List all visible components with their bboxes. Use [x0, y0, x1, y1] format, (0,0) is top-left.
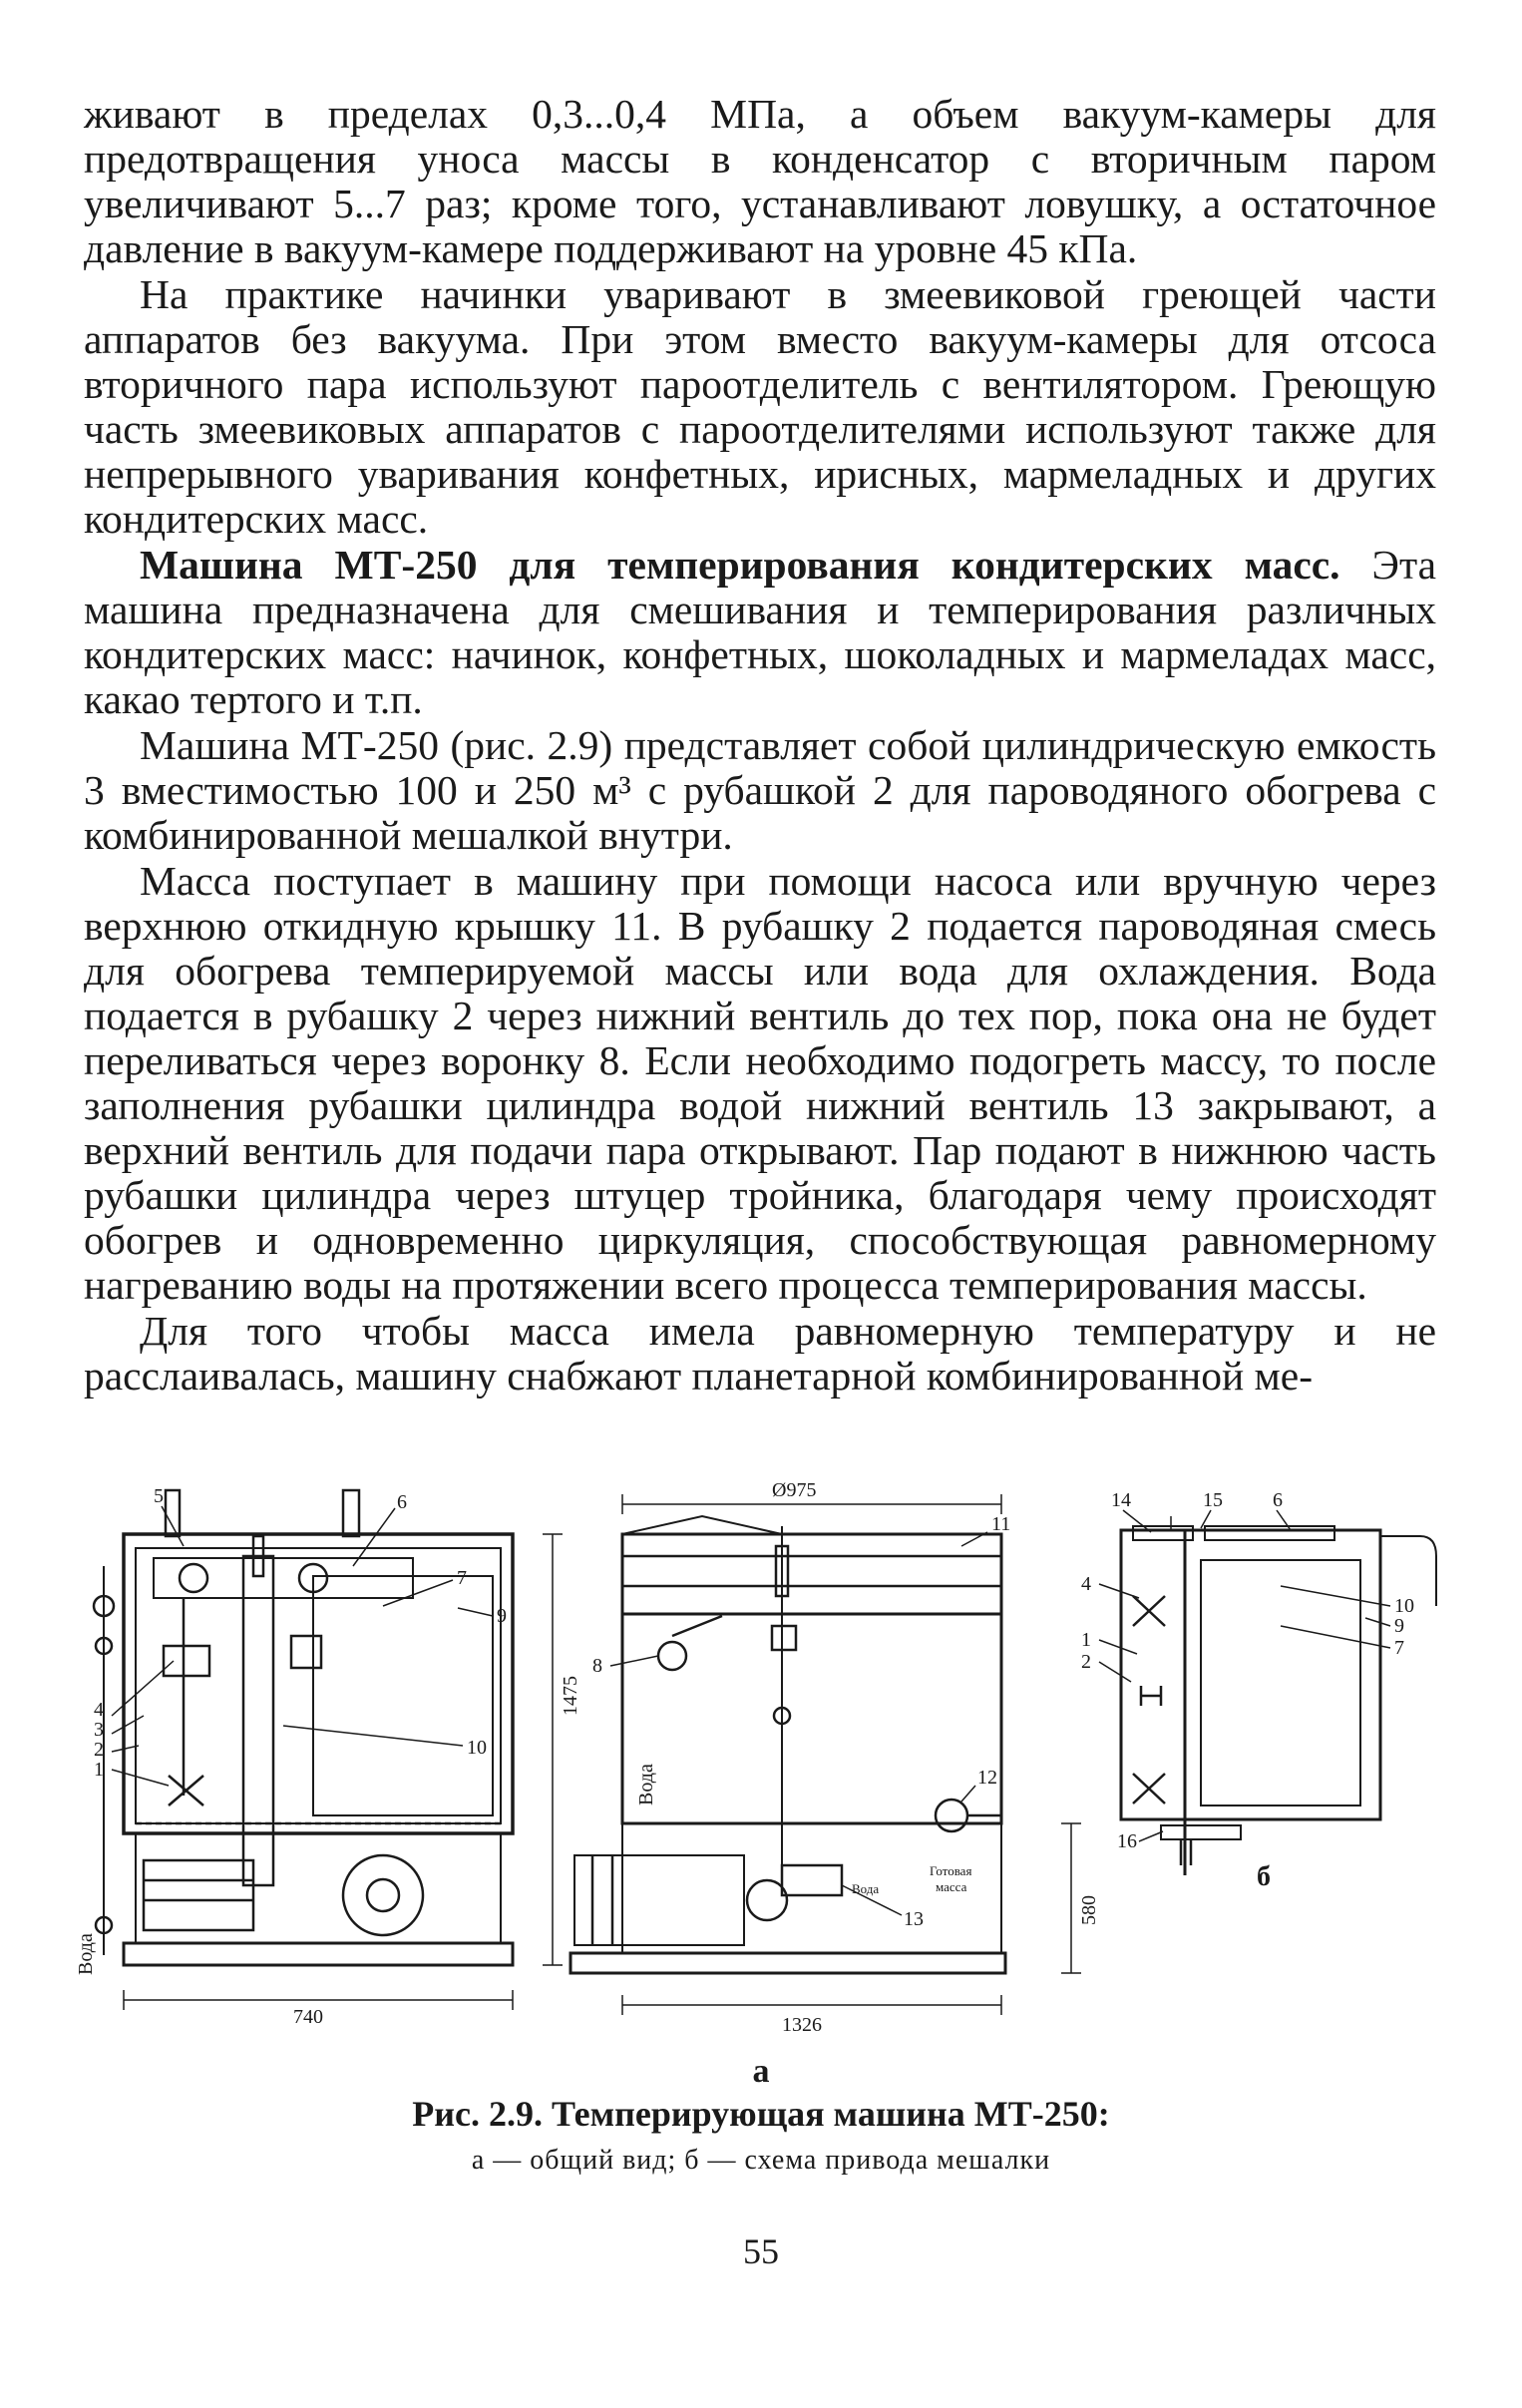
figure-caption-subtitle: а — общий вид; б — схема привода мешалки [471, 2145, 1051, 2176]
right-label-10: 10 [1394, 1595, 1414, 1617]
center-dim-diameter: Ø975 [772, 1479, 817, 1501]
right-label-4: 4 [1081, 1573, 1091, 1595]
product-label-1: Готовая [930, 1863, 972, 1878]
right-label-2: 2 [1081, 1651, 1091, 1673]
center-water-label: Вода [635, 1764, 657, 1806]
right-view [1081, 1489, 1436, 1892]
left-label-2: 2 [94, 1739, 104, 1761]
right-label-16: 16 [1117, 1830, 1137, 1852]
left-label-7: 7 [457, 1567, 467, 1589]
right-label-14: 14 [1111, 1489, 1131, 1511]
center-dim-width: 1326 [782, 2014, 822, 2036]
left-label-5: 5 [154, 1485, 164, 1507]
figure-caption-title: Рис. 2.9. Темперирующая машина МТ-250: [412, 2094, 1110, 2134]
text-body [84, 92, 1436, 1399]
paragraph-5: Масса поступает в машину при помощи насоса или вручную через верхнюю откидную крышку 11. В рубашку 2 подается пароводяная смесь для обогрева темперируемой массы или вода для охлаждения. Вода подается в рубашку 2 через нижний вентиль до тех пор, пока она не будет переливаться через воронку 8. Если необходимо подогреть массу, то после заполнения рубашки цилиндра водой нижний вентиль 13 закрывают, а верхний вентиль для подачи пара открывают. Пар подают в нижнюю часть рубашки цилиндра через штуцер тройника, благодаря чему происходят обогрев и одновременно циркуляция, способствующая равномерному нагреванию воды на протяжении всего процесса темперирования массы. [84, 858, 1436, 1308]
paragraph-6: Для того чтобы масса имела равномерную температуру и не расслаивалась, машину снабжают планетарной комбинированной ме- [84, 1308, 1436, 1399]
right-label-7: 7 [1394, 1637, 1404, 1659]
section-heading: Машина МТ-250 для темперирования кондитерских масс. [140, 542, 1340, 588]
right-label-1: 1 [1081, 1629, 1091, 1651]
left-label-6: 6 [397, 1491, 407, 1513]
center-label-13: 13 [904, 1908, 924, 1930]
center-water-small: Вода [852, 1881, 880, 1896]
paragraph-1: живают в пределах 0,3...0,4 МПа, а объем вакуум-камеры для предотвращения уноса массы в конденсатор с вторичным паром увеличивают 5...7 раз; кроме того, устанавливают ловушку, а остаточное давление в вакуум-камере поддерживают на уровне 45 кПа. [84, 91, 1436, 271]
left-label-9: 9 [497, 1605, 507, 1627]
paragraph-3-text: Эта машина предназначена для смешивания и темперирования различных кондитерских масс: начинок, конфетных, шоколадных и мармеладах масс, какао тертого и т.п. [84, 542, 1437, 722]
product-label-2: масса [936, 1879, 967, 1894]
center-label-11: 11 [991, 1513, 1011, 1535]
center-label-8: 8 [592, 1655, 602, 1677]
paragraph-3 [84, 543, 1436, 722]
page-number: 55 [743, 2231, 779, 2271]
machine-drawing [75, 1479, 1436, 2045]
center-label-12: 12 [977, 1767, 997, 1789]
center-dim-height: 580 [1078, 1895, 1100, 1925]
right-label-15: 15 [1203, 1489, 1223, 1511]
right-label-9: 9 [1394, 1615, 1404, 1637]
center-view [571, 1479, 1100, 2036]
left-dim-height: 1475 [560, 1676, 581, 1716]
left-side-label: Вода [75, 1933, 97, 1975]
figure-sublabel-a: а [752, 2053, 770, 2090]
right-sub-label: б [1257, 1861, 1271, 1892]
left-label-10: 10 [467, 1737, 487, 1759]
left-label-4: 4 [94, 1699, 104, 1721]
left-label-3: 3 [94, 1719, 104, 1741]
paragraph-2: На практике начинки уваривают в змеевиковой греющей части аппаратов без вакуума. При этом вместо вакуум-камеры для отсоса вторичного пара используют пароотделитель с вентилятором. Греющую часть змеевиковых аппаратов с пароотделителями используют также для непрерывного уваривания конфетных, ирисных, мармеладных и других кондитерских масс. [84, 271, 1436, 542]
left-label-1: 1 [94, 1759, 104, 1781]
figure-2-9 [75, 1479, 1436, 2045]
left-dim-width: 740 [293, 2006, 323, 2028]
paragraph-4: Машина МТ-250 (рис. 2.9) представляет собой цилиндрическую емкость 3 вместимостью 100 и 250 м³ с рубашкой 2 для пароводяного обогрева с комбинированной мешалкой внутри. [84, 722, 1436, 858]
left-view [75, 1485, 581, 2028]
right-label-6: 6 [1273, 1489, 1283, 1511]
